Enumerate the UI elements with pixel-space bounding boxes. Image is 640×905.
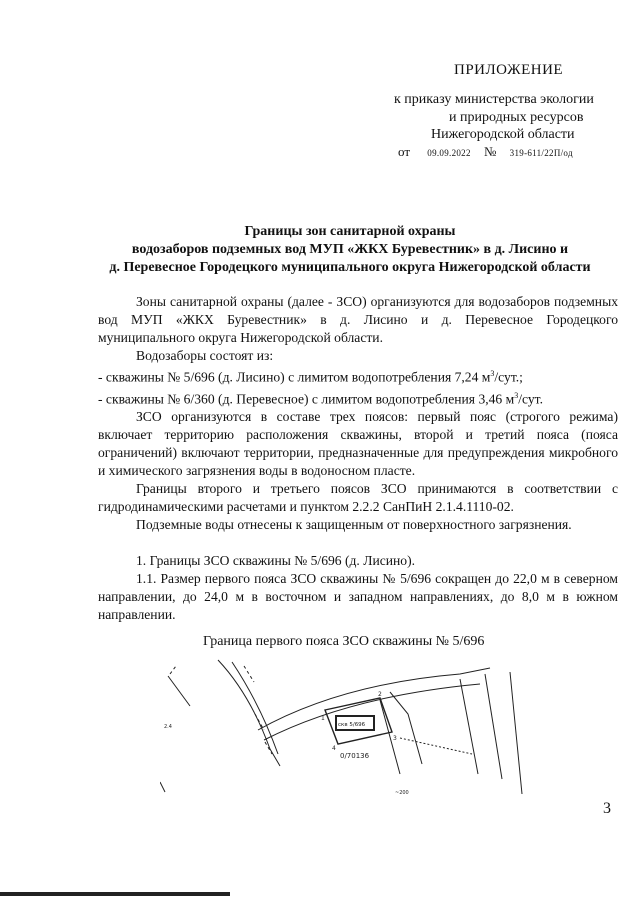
parcel-label: 0/70136 [340, 752, 370, 760]
site-map [160, 654, 560, 804]
order-line [398, 144, 573, 160]
paragraph-second-third-belts: Границы второго и третьего поясов ЗСО принимаются в соответствии с гидродинамическими расчетами и пунктом 2.2.2 СанПиН 2.1.4.1110-02. [98, 481, 618, 515]
map-line-bottom-left [160, 782, 165, 792]
body-text [98, 293, 618, 624]
well-6-360-sup: 3 [514, 390, 519, 400]
paragraph-belts: ЗСО организуются в составе трех поясов: первый пояс (строгого режима) включает территорию расположения скважины, второй и третий пояса (пояса ограничений) включают территории, предназначенные для предупреждения микробного и химического загрязнения воды в водоносном пласте. [98, 409, 618, 479]
vertex-3: 3 [393, 735, 397, 742]
map-road-top-edge [264, 684, 480, 740]
map-parcel-inner [380, 700, 400, 774]
well-label: скв 5/696 [338, 722, 366, 728]
appendix-title: ПРИЛОЖЕНИЕ [454, 62, 564, 78]
map-line-right-2 [485, 674, 502, 779]
well-6-360-unit: /сут. [518, 391, 543, 407]
order-number-label: № [484, 144, 497, 159]
map-bottom-label: ~200 [395, 790, 409, 796]
page-number: 3 [603, 800, 611, 817]
paragraph-well-5-696 [98, 365, 618, 387]
vertex-2: 2 [378, 691, 382, 698]
order-from-label: от [398, 144, 411, 159]
figure-caption: Граница первого пояса ЗСО скважины № 5/696 [203, 634, 485, 649]
heading-line-1: Границы зон санитарной охраны [244, 224, 456, 239]
map-road-left [218, 660, 280, 766]
appendix-ref-line-3: Нижегородской области [431, 127, 575, 142]
paragraph-intakes: Водозаборы состоят из: [136, 348, 274, 363]
order-number: 319-611/22П/од [509, 148, 573, 158]
map-line-right-1 [460, 679, 478, 774]
map-line-right-3 [510, 672, 522, 794]
paragraph-protected-water: Подземные воды отнесены к защищенным от поверхностного загрязнения. [136, 517, 572, 533]
well-6-360-text: - скважины № 6/360 (д. Перевесное) с лимитом водопотребления 3,46 м [98, 391, 515, 407]
well-5-696-text: - скважины № 5/696 (д. Лисино) с лимитом водопотребления 7,24 м [98, 369, 491, 385]
map-line-far-left [168, 676, 190, 706]
vertex-1: 1 [321, 715, 325, 722]
heading-line-2: водозаборов подземных вод МУП «ЖКХ Буревестник» в д. Лисино и [131, 242, 569, 257]
section-1-title: 1. Границы ЗСО скважины № 5/696 (д. Лисино). [136, 553, 416, 569]
vertex-4: 4 [332, 745, 336, 752]
map-dashed-parcel [400, 738, 472, 754]
appendix-ref-line-2: и природных ресурсов [449, 110, 584, 125]
paragraph-well-6-360 [98, 387, 618, 409]
well-5-696-sup: 3 [490, 369, 495, 378]
well-5-696-unit: /сут.; [494, 369, 523, 385]
appendix-ref-line-1: к приказу министерства экологии [394, 92, 594, 107]
section-1-1-text: 1.1. Размер первого пояса ЗСО скважины № 5/696 сокращен до 22,0 м в северном направлении, до 24,0 м в восточном и западном направлениях, до 8,0 м в южном направлении. [98, 571, 618, 623]
heading-line-3: д. Перевесное Городецкого муниципального округа Нижегородской области [109, 260, 591, 275]
scan-edge-mark [0, 892, 230, 896]
order-date: 09.09.2022 [427, 148, 471, 158]
map-left-label: 2.4 [164, 724, 172, 730]
map-road-left-edge [232, 662, 278, 754]
paragraph-zso-intro: Зоны санитарной охраны (далее - ЗСО) организуются для водозаборов подземных вод МУП «ЖКХ Буревестник» в д. Лисино и д. Перевесное Городецкого муниципального округа Нижегородской области. [98, 294, 618, 345]
map-dashed-lines [170, 666, 272, 754]
